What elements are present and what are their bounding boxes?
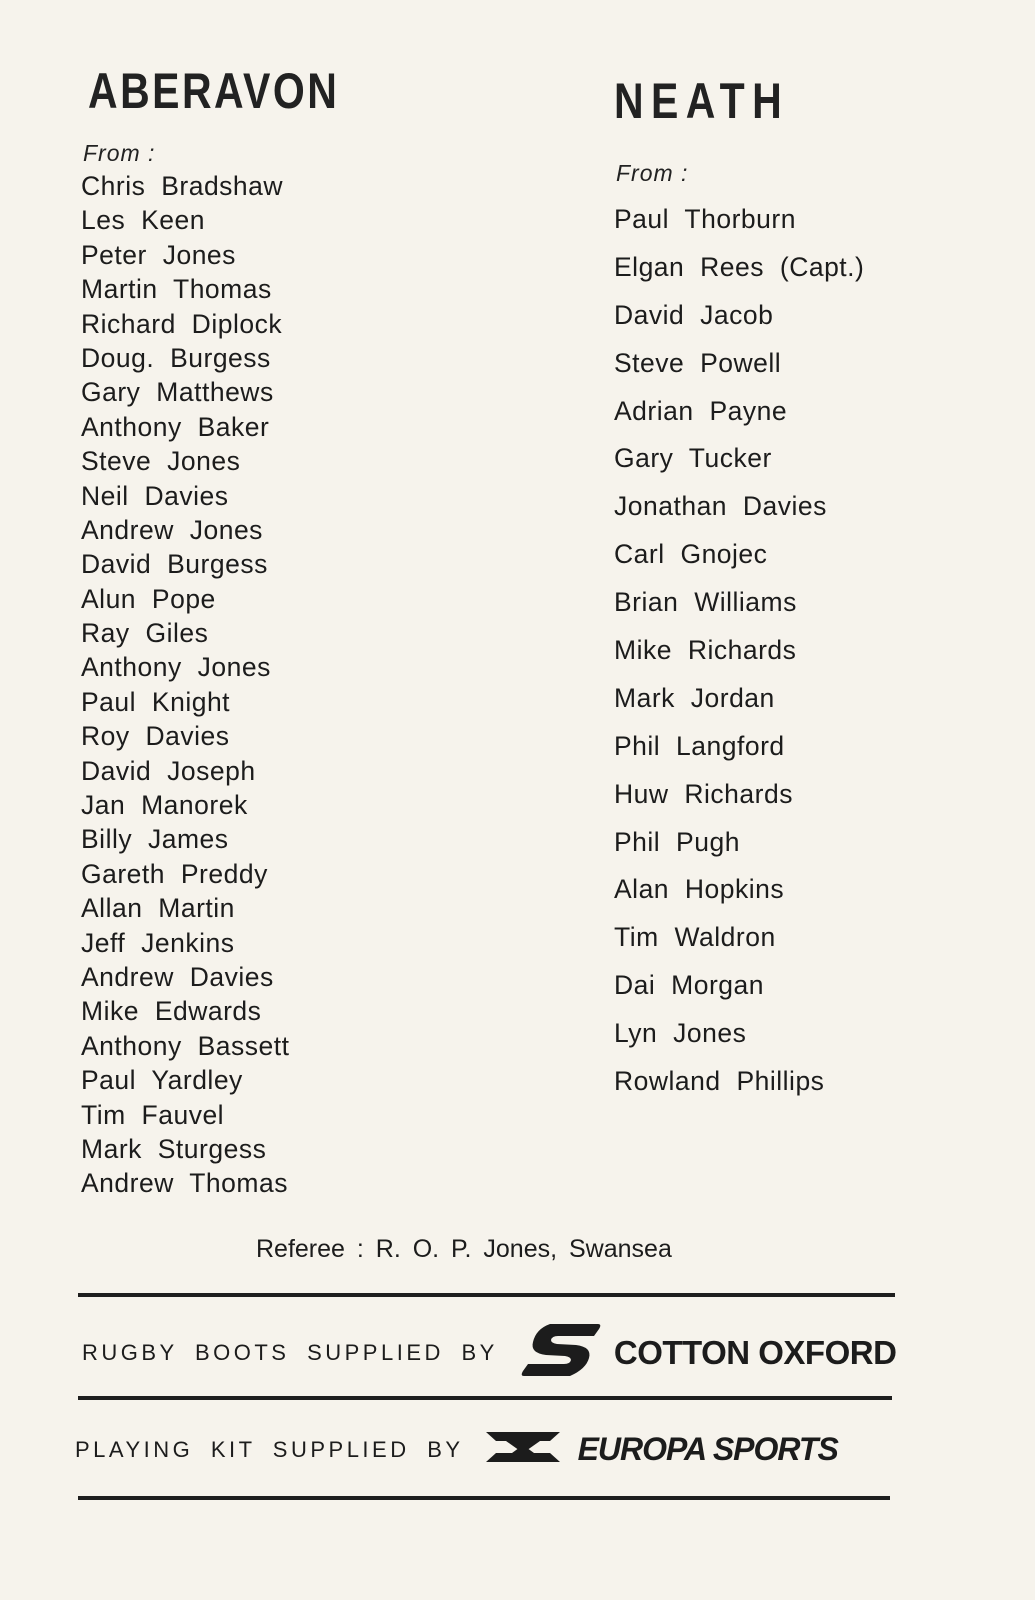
player-name: Neil Davies bbox=[81, 480, 229, 511]
player-name: Andrew Jones bbox=[81, 514, 263, 545]
team-name-neath: NEATH bbox=[614, 73, 790, 129]
player-name: Doug. Burgess bbox=[81, 342, 271, 373]
player-name: Alun Pope bbox=[81, 583, 216, 614]
divider-rule bbox=[78, 1496, 890, 1500]
player-name: David Joseph bbox=[81, 755, 256, 786]
player-name: Roy Davies bbox=[81, 721, 230, 752]
player-name: Andrew Davies bbox=[81, 961, 274, 992]
player-name: Carl Gnojec bbox=[614, 539, 768, 570]
player-name: Steve Powell bbox=[614, 347, 782, 378]
player-name: Lyn Jones bbox=[614, 1018, 747, 1049]
player-name: Andrew Thomas bbox=[81, 1168, 288, 1199]
kit-sponsor-label: PLAYING KIT SUPPLIED BY bbox=[75, 1436, 464, 1462]
player-name: Steve Jones bbox=[81, 446, 241, 477]
neath-player-list bbox=[614, 196, 864, 1106]
player-name: Phil Pugh bbox=[614, 826, 740, 857]
player-name: Tim Fauvel bbox=[81, 1099, 225, 1130]
player-name: Chris Bradshaw bbox=[81, 171, 284, 201]
neath-team bbox=[614, 73, 865, 1097]
boots-sponsor-label: RUGBY BOOTS SUPPLIED BY bbox=[82, 1339, 498, 1365]
player-name: Gareth Preddy bbox=[81, 858, 268, 889]
player-name: Jeff Jenkins bbox=[81, 927, 235, 958]
player-name: Ray Giles bbox=[81, 618, 209, 649]
cotton-oxford-brand: COTTON OXFORD bbox=[613, 1333, 897, 1371]
player-name: Gary Tucker bbox=[614, 443, 772, 474]
player-name: Anthony Jones bbox=[81, 652, 271, 683]
player-name: Paul Knight bbox=[81, 686, 231, 717]
europa-sports-logo-icon bbox=[486, 1430, 560, 1469]
player-name: Mark Sturgess bbox=[81, 1133, 267, 1164]
player-name: Tim Waldron bbox=[614, 922, 776, 953]
player-name: Paul Yardley bbox=[81, 1065, 243, 1096]
cotton-oxford-s-logo-icon bbox=[520, 1322, 602, 1383]
from-label-aberavon: From : bbox=[83, 140, 156, 166]
player-name: Gary Matthews bbox=[81, 377, 274, 408]
player-name: Mike Richards bbox=[614, 635, 797, 666]
player-name: David Burgess bbox=[81, 549, 268, 580]
from-label-neath: From : bbox=[616, 160, 689, 186]
team-name-aberavon: ABERAVON bbox=[88, 63, 340, 119]
aberavon-team bbox=[81, 63, 394, 1199]
europa-sports-brand: EUROPA SPORTS bbox=[577, 1431, 838, 1467]
player-name: Anthony Baker bbox=[81, 411, 270, 442]
player-name: Dai Morgan bbox=[614, 970, 764, 1001]
referee-line: Referee : R. O. P. Jones, Swansea bbox=[256, 1235, 672, 1263]
player-name: David Jacob bbox=[614, 299, 774, 330]
player-name: Martin Thomas bbox=[81, 274, 272, 305]
player-name: Brian Williams bbox=[614, 587, 797, 618]
divider-rule bbox=[78, 1293, 895, 1297]
player-name: Elgan Rees (Capt.) bbox=[614, 251, 865, 282]
boots-sponsor bbox=[82, 1322, 896, 1383]
aberavon-player-list bbox=[81, 169, 289, 1201]
divider-rule bbox=[78, 1396, 892, 1400]
player-name: Rowland Phillips bbox=[614, 1066, 825, 1097]
player-name: Billy James bbox=[81, 824, 229, 855]
player-name: Mike Edwards bbox=[81, 996, 262, 1027]
player-name: Peter Jones bbox=[81, 239, 236, 270]
kit-sponsor bbox=[75, 1430, 838, 1469]
player-name: Jan Manorek bbox=[81, 790, 248, 821]
player-name: Alan Hopkins bbox=[614, 874, 785, 905]
player-name: Les Keen bbox=[81, 205, 205, 236]
player-name: Anthony Bassett bbox=[81, 1030, 290, 1061]
player-name: Paul Thorburn bbox=[614, 204, 796, 234]
player-name: Mark Jordan bbox=[614, 682, 775, 713]
player-name: Richard Diplock bbox=[81, 308, 283, 339]
player-name: Jonathan Davies bbox=[614, 491, 827, 522]
player-name: Adrian Payne bbox=[614, 395, 788, 426]
player-name: Phil Langford bbox=[614, 730, 785, 761]
player-name: Allan Martin bbox=[81, 893, 235, 924]
player-name: Huw Richards bbox=[614, 778, 793, 809]
